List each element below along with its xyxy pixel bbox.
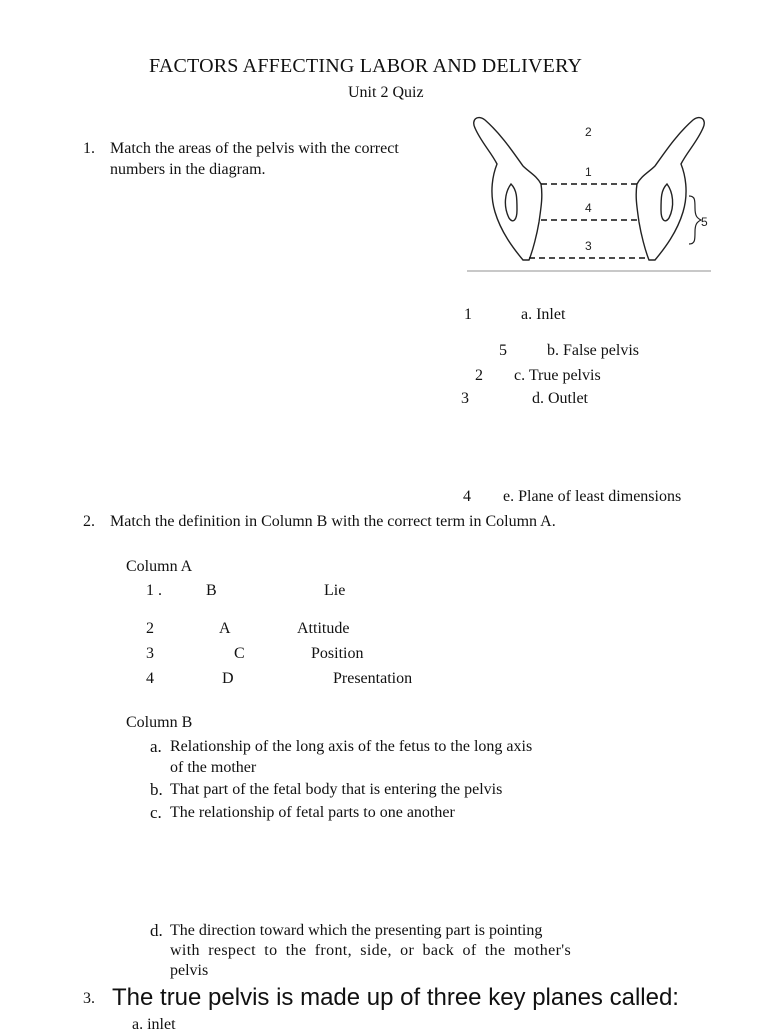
q1-answer-text-2: b. False pelvis [547, 342, 639, 359]
q1-answer-num-3: 2 [475, 367, 483, 384]
page-subtitle: Unit 2 Quiz [348, 84, 424, 101]
q3-number: 3. [83, 990, 95, 1007]
column-a-term-1: Lie [324, 582, 346, 599]
q3-text: The true pelvis is made up of three key planes called: [112, 984, 679, 1011]
diagram-label-2: 2 [585, 125, 592, 139]
q1-answer-text-5: e. Plane of least dimensions [503, 488, 682, 505]
column-b-text-d-line1: The direction toward which the presenting part is pointing [170, 922, 543, 939]
column-b-text-c: The relationship of fetal parts to one another [170, 804, 455, 821]
column-a-answer-2: A [219, 620, 231, 637]
column-a-term-3: Position [311, 645, 364, 662]
q2-number: 2. [83, 513, 95, 530]
column-a-num-2: 2 [146, 620, 154, 637]
column-b-letter-b: b. [150, 780, 163, 799]
column-b-text-d-line3: pelvis [170, 962, 209, 979]
q1-answer-num-5: 4 [463, 488, 471, 505]
column-a-num-4: 4 [146, 670, 154, 687]
column-a-num-3: 3 [146, 645, 154, 662]
diagram-label-5: 5 [701, 215, 708, 229]
q1-answer-num-1: 1 [464, 306, 472, 323]
column-b-text-d-line2: with respect to the front, side, or back of the mother's [170, 942, 572, 959]
diagram-label-1: 1 [585, 165, 592, 179]
column-b-label: Column B [126, 714, 193, 731]
column-b-letter-d: d. [150, 921, 163, 940]
q1-answer-num-2: 5 [499, 342, 507, 359]
q1-number: 1. [83, 140, 95, 157]
q1-text-line1: Match the areas of the pelvis with the correct [110, 140, 399, 157]
column-b-letter-a: a. [150, 737, 162, 756]
column-a-term-4: Presentation [333, 670, 413, 687]
column-b-text-a-line2: of the mother [170, 759, 257, 776]
column-a-term-2: Attitude [297, 620, 350, 637]
column-a-answer-4: D [222, 670, 234, 687]
column-a-answer-1: B [206, 582, 217, 599]
q1-answer-text-1: a. Inlet [521, 306, 566, 323]
q1-answer-text-3: c. True pelvis [514, 367, 601, 384]
column-a-answer-3: C [234, 645, 245, 662]
diagram-label-3: 3 [585, 239, 592, 253]
q1-answer-text-4: d. Outlet [532, 390, 588, 407]
column-b-letter-c: c. [150, 803, 162, 822]
page-title: FACTORS AFFECTING LABOR AND DELIVERY [149, 55, 583, 77]
column-a-label: Column A [126, 558, 193, 575]
brace-icon [689, 196, 701, 244]
pelvis-drawing [467, 112, 711, 270]
column-b-text-a-line1: Relationship of the long axis of the fetus to the long axis [170, 738, 533, 755]
diagram-label-4: 4 [585, 201, 592, 215]
q1-text-line2: numbers in the diagram. [110, 161, 266, 178]
pelvis-diagram [467, 112, 711, 272]
q2-text: Match the definition in Column B with the correct term in Column A. [110, 513, 556, 530]
column-b-text-b: That part of the fetal body that is entering the pelvis [170, 781, 503, 798]
q1-answer-num-4: 3 [461, 390, 469, 407]
q3-first-item: a. inlet [132, 1016, 176, 1033]
column-a-num-1: 1 . [146, 582, 162, 599]
